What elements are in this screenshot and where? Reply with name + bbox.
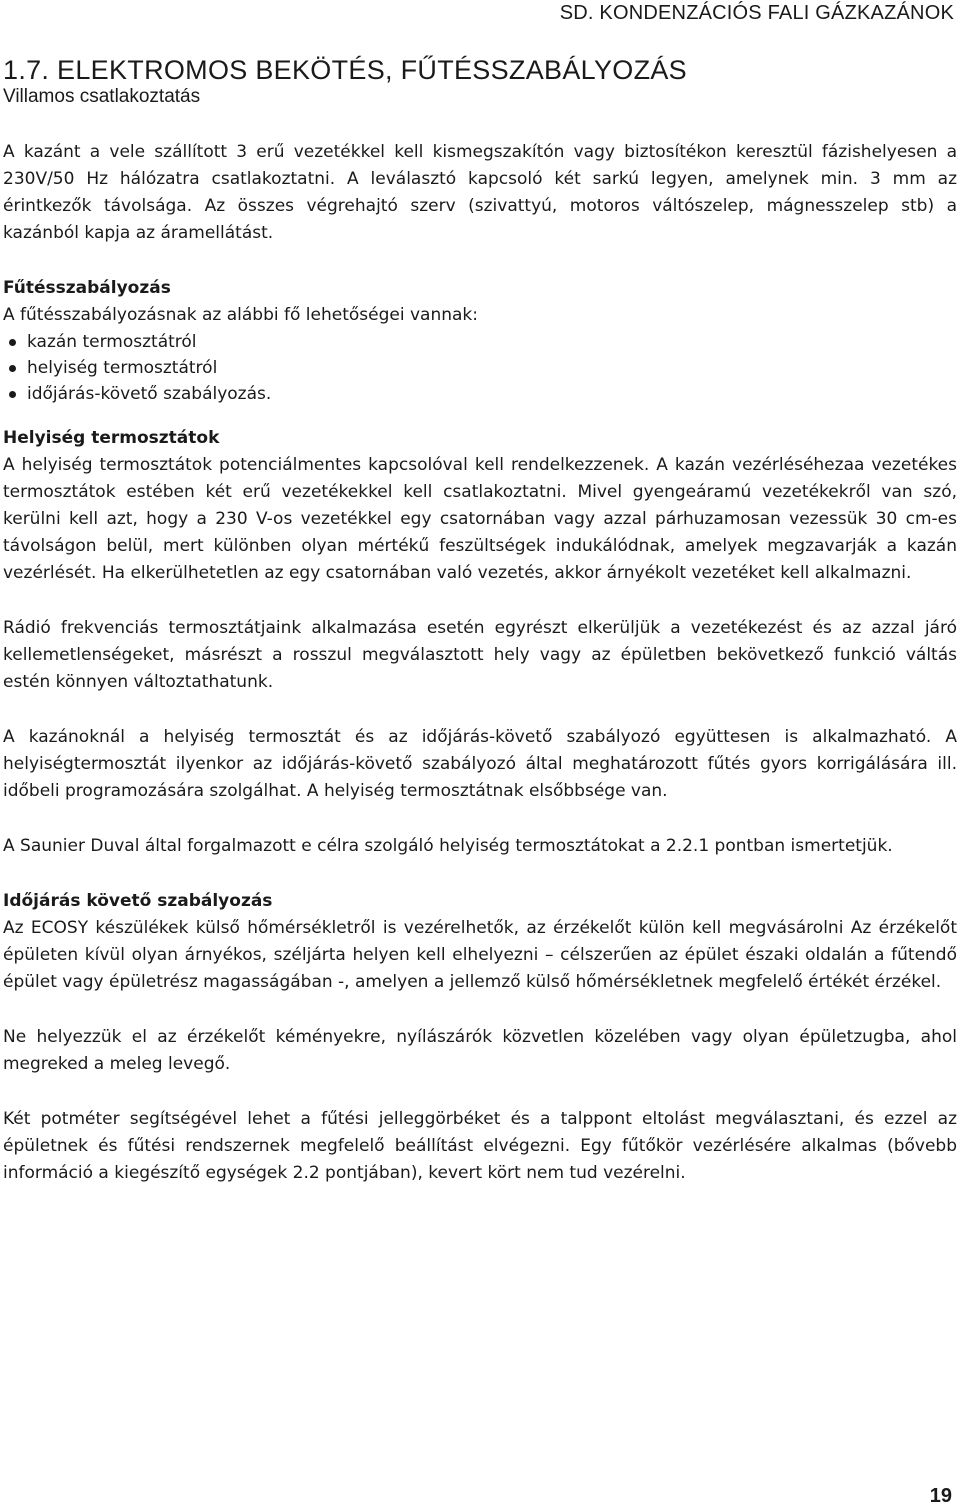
section-title: 1.7. ELEKTROMOS BEKÖTÉS, FŰTÉSSZABÁLYOZÁS bbox=[3, 55, 687, 85]
potmeter-paragraph: Két potméter segítségével lehet a fűtési jelleggörbéket és a talppont eltolást megválasztani, és ezzel az épületnek és fűtési rendszernek megfelelő beállítást elvégezni. Egy fűtőkör vezérlésére alkalmas (bővebb információ a kiegészítő egységek 2.2 pontjában), kevert kört nem tud vezérelni. bbox=[3, 1109, 957, 1183]
heating-block bbox=[3, 275, 957, 407]
weather-block bbox=[3, 888, 957, 996]
weather-heading: Időjárás követő szabályozás bbox=[3, 891, 273, 911]
list-item: kazán termosztátról bbox=[7, 329, 957, 355]
section-subtitle: Villamos csatlakoztatás bbox=[3, 86, 201, 107]
room-thermostat-block bbox=[3, 425, 957, 587]
radio-block bbox=[3, 615, 957, 696]
page-number: 19 bbox=[929, 1485, 952, 1507]
running-header: SD. KONDENZÁCIÓS FALI GÁZKAZÁNOK bbox=[559, 2, 954, 24]
room-thermostat-paragraph: A helyiség termosztátok potenciálmentes kapcsolóval kell rendelkezzenek. A kazán vezérléséhezaa vezetékes termosztátok estében két erű vezetékekkel kell csatlakoztatni. Mivel gyengeáramú vezetékekről van szó, kerülni kell azt, hogy a 230 V-os vezetékkel egy csatornában vagy azzal párhuzamosan vezessük 30 cm-es távolságon belül, mert különben olyan mértékű feszültségek indukálódnak, amelyek megzavarják a kazán vezérlését. Ha elkerülhetetlen az egy csatornában való vezetés, akkor árnyékolt vezetéket kell alkalmazni. bbox=[3, 455, 957, 583]
heating-options-list bbox=[3, 329, 957, 407]
intro-block bbox=[3, 139, 957, 247]
placement-paragraph: Ne helyezzük el az érzékelőt kéményekre, nyílászárók közvetlen közelében vagy olyan épületzugba, ahol megreked a meleg levegő. bbox=[3, 1027, 957, 1074]
heating-lead: A fűtésszabályozásnak az alábbi fő lehetőségei vannak: bbox=[3, 305, 478, 325]
radio-paragraph: Rádió frekvenciás termosztátjaink alkalmazása esetén egyrészt elkerüljük a vezetékezést és az azzal járó kellemetlenségeket, másrészt a rosszul megválasztott hely vagy az épületben bekövetkező funkció váltás estén könnyen változtathatunk. bbox=[3, 618, 957, 692]
page-content bbox=[3, 54, 957, 1215]
list-item: helyiség termosztátról bbox=[7, 355, 957, 381]
combined-paragraph: A kazánoknál a helyiség termosztát és az időjárás-követő szabályozó együttesen is alkalmazható. A helyiségtermosztát ilyenkor az időjárás-követő szabályozó által meghatározott fűtés gyors korrigálására ill. időbeli programozására szolgálhat. A helyiség termosztátnak elsőbbsége van. bbox=[3, 727, 957, 801]
combined-block bbox=[3, 724, 957, 805]
weather-paragraph: Az ECOSY készülékek külső hőmérsékletről is vezérelhetők, az érzékelőt külön kell megvásárolni Az érzékelőt épületen kívül olyan árnyékos, széljárta helyen kell elhelyezni – célszerűen az épület északi oldalán a fűtendő épület vagy épületrész magasságában -, amelyen a jellemző külső hőmérsékletnek megfelelő értékét érzékel. bbox=[3, 918, 957, 992]
saunier-block bbox=[3, 833, 957, 860]
intro-paragraph: A kazánt a vele szállított 3 erű vezetékkel kell kismegszakítón vagy biztosítékon keresztül fázishelyesen a 230V/50 Hz hálózatra csatlakoztatni. A leválasztó kapcsoló két sarkú legyen, amelynek min. 3 mm az érintkezők távolsága. Az összes végrehajtó szerv (szivattyú, motoros váltószelep, mágnesszelep stb) a kazánból kapja az áramellátást. bbox=[3, 142, 957, 243]
heating-heading: Fűtésszabályozás bbox=[3, 278, 171, 298]
placement-block bbox=[3, 1024, 957, 1078]
saunier-paragraph: A Saunier Duval által forgalmazott e célra szolgáló helyiség termosztátokat a 2.2.1 pontban ismertetjük. bbox=[3, 836, 893, 856]
room-thermostat-heading: Helyiség termosztátok bbox=[3, 428, 220, 448]
potmeter-block bbox=[3, 1106, 957, 1187]
list-item: időjárás-követő szabályozás. bbox=[7, 381, 957, 407]
